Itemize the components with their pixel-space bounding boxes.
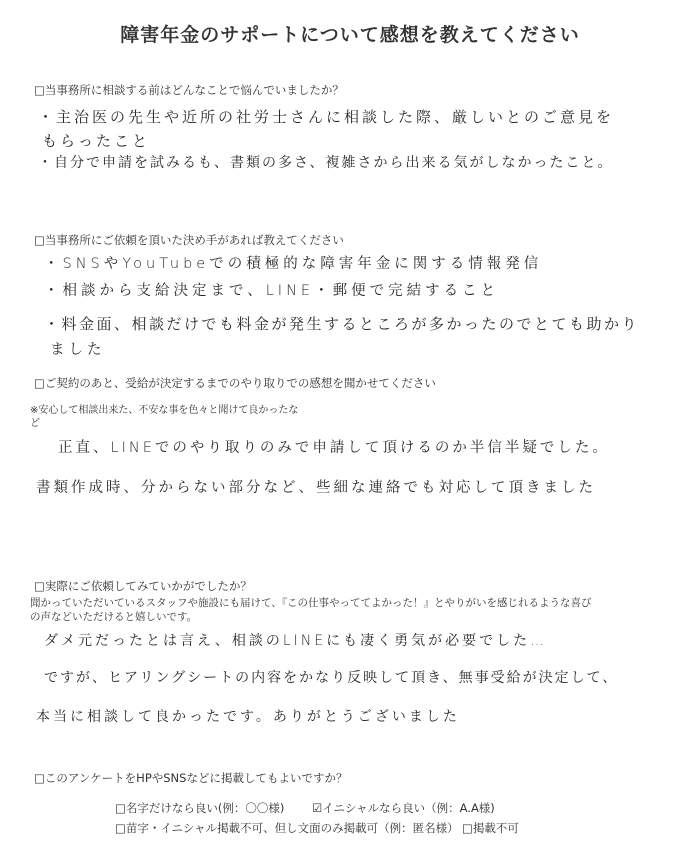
option-surname-only-checkbox[interactable]: □名字だけなら良い(例：〇〇様) [115,801,285,815]
q4-answer-line-1: ダメ元だったとは言え、相談のLINEにも凄く勇気が必要でした… [44,633,548,649]
q4-answer-line-2: ですが、ヒアリングシートの内容をかなり反映して頂き、無事受給が決定して、 [44,670,619,686]
question-2: □当事務所にご依頼を頂いた決め手があれば教えてください [34,233,344,247]
q4-note-line-2: の声などいただけると嬉しいです。 [30,611,198,623]
question-5: □このアンケートをHPやSNSなどに掲載してもよいですか？ [34,771,348,785]
q3-note-line-1: ※安心して相談出来た、不安な事を色々と聞けて良かったな [30,405,299,416]
q2-answer-line-2: ・相談から支給決定まで、LINE・郵便で完結すること [44,283,500,299]
q3-note-line-2: ど [30,418,40,429]
question-4: □実際にご依頼してみていかがでしたか？ [34,579,252,593]
q1-answer-line-2: もらったこと [42,132,151,150]
q4-answer-line-3: 本当に相談して良かったです。ありがとうございました [36,709,460,725]
q2-answer-line-1: ・SNSやYouTubeでの積極的な障害年金に関する情報発信 [44,256,543,272]
q4-note-line-1: 聞かっていただいているスタッフや施設にも届けて、『この仕事やっててよかった！』とやりがいを感じれるような喜び [30,597,592,609]
q3-answer-line-2: 書類作成時、分からない部分など、些細な連絡でも対応して頂きました [36,480,596,496]
option-initials-checkbox[interactable]: ☑イニシャルなら良い（例：A.A様) [312,801,495,815]
option-no-publish-checkbox[interactable]: □掲載不可 [462,821,519,835]
option-text-only-checkbox[interactable]: □苗字・イニシャル掲載不可、但し文面のみ掲載可（例：匿名様） [115,821,459,835]
q2-answer-line-3: ・料金面、相談だけでも料金が発生するところが多かったのでとても助かり [44,315,640,333]
q2-answer-line-4: ました [50,342,106,358]
q1-answer-line-3: ・自分で申請を試みるも、書類の多さ、複雑さから出来る気がしなかったこと。 [38,155,614,171]
page-title: 障害年金のサポートについて感想を教えてください [120,24,580,46]
q3-answer-line-1: 正直、LINEでのやり取りのみで申請して頂けるのか半信半疑でした。 [58,440,610,456]
question-1: □当事務所に相談する前はどんなことで悩んでいましたか？ [34,83,344,97]
question-3: □ご契約のあと、受給が決定するまでのやり取りでの感想を聞かせてください [34,376,436,390]
q1-answer-line-1: ・主治医の先生や近所の社労士さんに相談した際、厳しいとのご意見を [38,108,615,126]
